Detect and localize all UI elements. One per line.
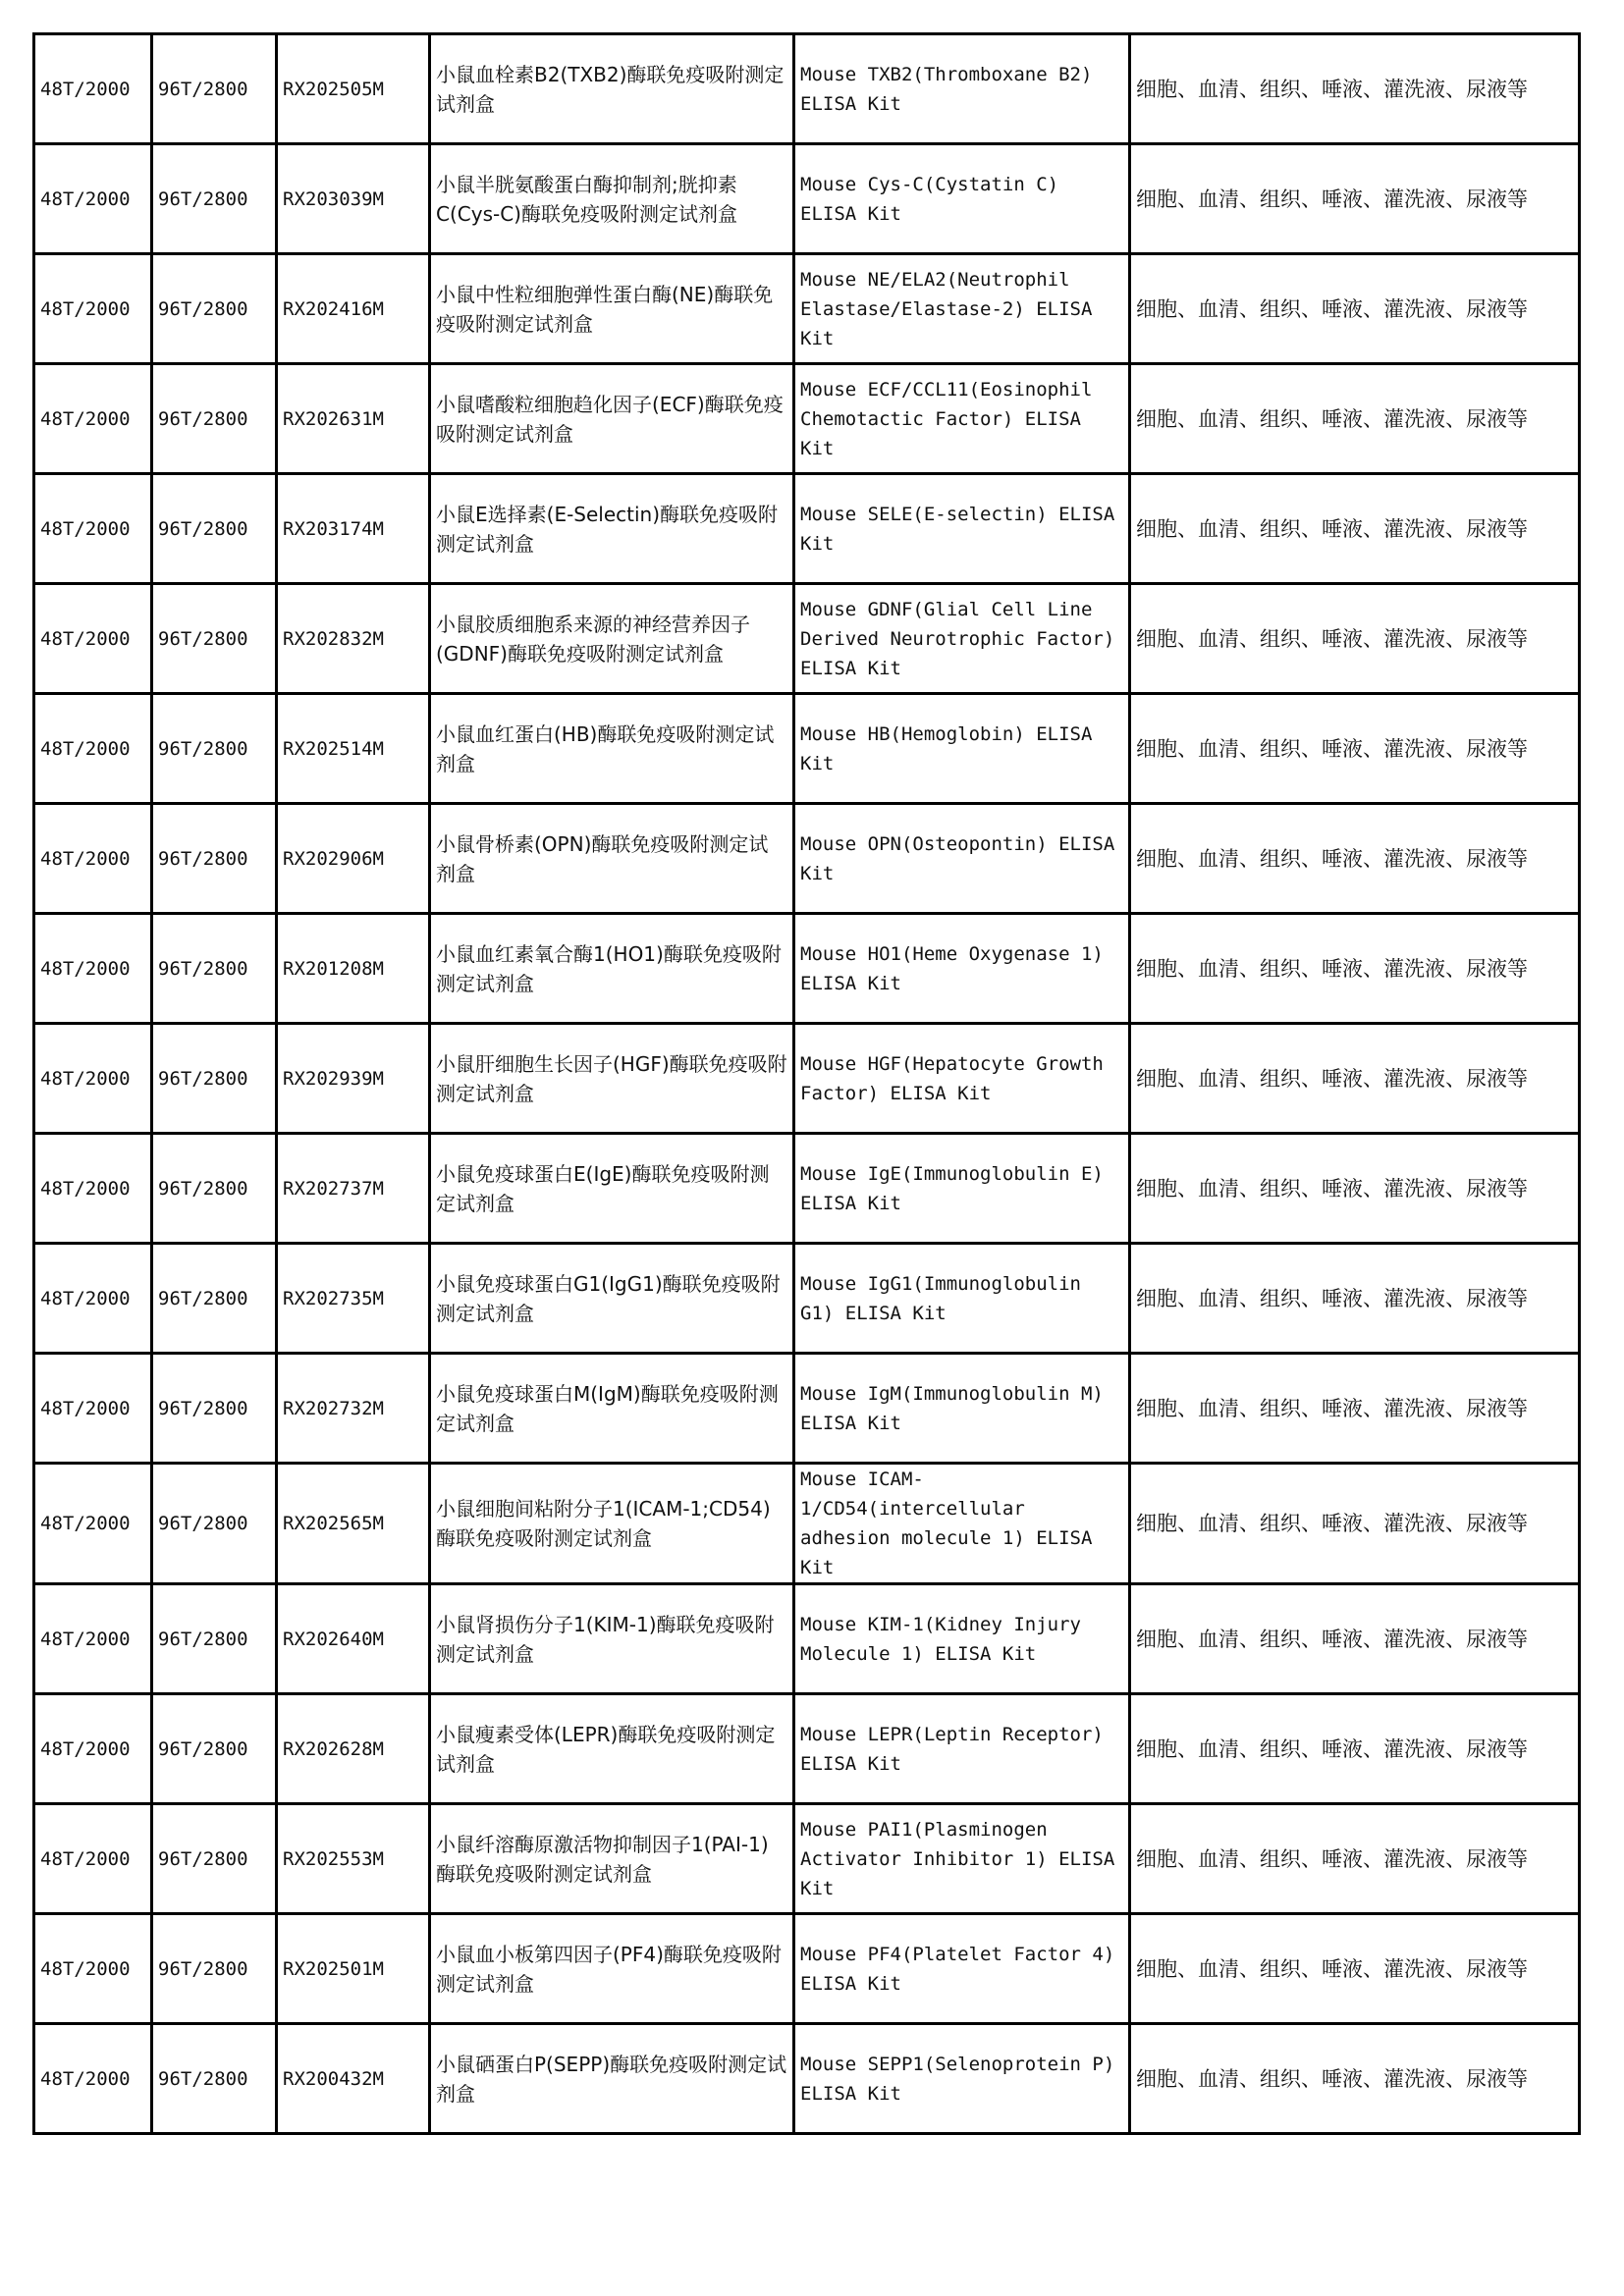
sample-types-cell: 细胞、血清、组织、唾液、灌洗液、尿液等: [1130, 1804, 1580, 1914]
sample-types-cell: 细胞、血清、组织、唾液、灌洗液、尿液等: [1130, 1244, 1580, 1354]
english-name-cell: Mouse SEPP1(Selenoprotein P) ELISA Kit: [794, 2024, 1130, 2134]
table-row: [34, 914, 1580, 1024]
english-name-cell: Mouse Cys-C(Cystatin C) ELISA Kit: [794, 144, 1130, 254]
table-row: [34, 1914, 1580, 2024]
table-row: [34, 144, 1580, 254]
english-name-cell: Mouse HGF(Hepatocyte Growth Factor) ELISA Kit: [794, 1024, 1130, 1134]
catalog-code-cell: RX203174M: [277, 474, 430, 584]
price-96t-cell: 96T/2800: [152, 144, 277, 254]
chinese-name-cell: 小鼠免疫球蛋白G1(IgG1)酶联免疫吸附测定试剂盒: [430, 1244, 794, 1354]
english-name-cell: Mouse PF4(Platelet Factor 4) ELISA Kit: [794, 1914, 1130, 2024]
price-48t-cell: 48T/2000: [34, 1914, 152, 2024]
english-name-cell: Mouse HB(Hemoglobin) ELISA Kit: [794, 694, 1130, 804]
chinese-name-cell: 小鼠硒蛋白P(SEPP)酶联免疫吸附测定试剂盒: [430, 2024, 794, 2134]
sample-types-cell: 细胞、血清、组织、唾液、灌洗液、尿液等: [1130, 804, 1580, 914]
sample-types-cell: 细胞、血清、组织、唾液、灌洗液、尿液等: [1130, 1694, 1580, 1804]
price-96t-cell: 96T/2800: [152, 694, 277, 804]
catalog-code-cell: RX202737M: [277, 1134, 430, 1244]
sample-types-cell: 细胞、血清、组织、唾液、灌洗液、尿液等: [1130, 1134, 1580, 1244]
chinese-name-cell: 小鼠血小板第四因子(PF4)酶联免疫吸附测定试剂盒: [430, 1914, 794, 2024]
table-row: [34, 364, 1580, 474]
price-48t-cell: 48T/2000: [34, 1244, 152, 1354]
catalog-code-cell: RX202732M: [277, 1354, 430, 1464]
english-name-cell: Mouse HO1(Heme Oxygenase 1) ELISA Kit: [794, 914, 1130, 1024]
price-48t-cell: 48T/2000: [34, 364, 152, 474]
english-name-cell: Mouse GDNF(Glial Cell Line Derived Neurotrophic Factor) ELISA Kit: [794, 584, 1130, 694]
product-table-body: [34, 34, 1580, 2134]
price-48t-cell: 48T/2000: [34, 1024, 152, 1134]
english-name-cell: Mouse KIM-1(Kidney Injury Molecule 1) ELISA Kit: [794, 1584, 1130, 1694]
chinese-name-cell: 小鼠肾损伤分子1(KIM-1)酶联免疫吸附测定试剂盒: [430, 1584, 794, 1694]
price-96t-cell: 96T/2800: [152, 1354, 277, 1464]
price-96t-cell: 96T/2800: [152, 254, 277, 364]
price-48t-cell: 48T/2000: [34, 914, 152, 1024]
english-name-cell: Mouse IgM(Immunoglobulin M) ELISA Kit: [794, 1354, 1130, 1464]
catalog-code-cell: RX202505M: [277, 34, 430, 144]
table-row: [34, 474, 1580, 584]
price-48t-cell: 48T/2000: [34, 804, 152, 914]
chinese-name-cell: 小鼠中性粒细胞弹性蛋白酶(NE)酶联免疫吸附测定试剂盒: [430, 254, 794, 364]
catalog-code-cell: RX202631M: [277, 364, 430, 474]
catalog-code-cell: RX202553M: [277, 1804, 430, 1914]
chinese-name-cell: 小鼠血红素氧合酶1(HO1)酶联免疫吸附测定试剂盒: [430, 914, 794, 1024]
english-name-cell: Mouse TXB2(Thromboxane B2) ELISA Kit: [794, 34, 1130, 144]
english-name-cell: Mouse ICAM-1/CD54(intercellular adhesion molecule 1) ELISA Kit: [794, 1464, 1130, 1584]
chinese-name-cell: 小鼠纤溶酶原激活物抑制因子1(PAI-1)酶联免疫吸附测定试剂盒: [430, 1804, 794, 1914]
catalog-code-cell: RX202416M: [277, 254, 430, 364]
chinese-name-cell: 小鼠细胞间粘附分子1(ICAM-1;CD54)酶联免疫吸附测定试剂盒: [430, 1464, 794, 1584]
price-48t-cell: 48T/2000: [34, 474, 152, 584]
sample-types-cell: 细胞、血清、组织、唾液、灌洗液、尿液等: [1130, 1584, 1580, 1694]
table-row: [34, 1804, 1580, 1914]
english-name-cell: Mouse ECF/CCL11(Eosinophil Chemotactic Factor) ELISA Kit: [794, 364, 1130, 474]
sample-types-cell: 细胞、血清、组织、唾液、灌洗液、尿液等: [1130, 474, 1580, 584]
price-96t-cell: 96T/2800: [152, 914, 277, 1024]
price-96t-cell: 96T/2800: [152, 1694, 277, 1804]
price-48t-cell: 48T/2000: [34, 254, 152, 364]
sample-types-cell: 细胞、血清、组织、唾液、灌洗液、尿液等: [1130, 694, 1580, 804]
chinese-name-cell: 小鼠免疫球蛋白E(IgE)酶联免疫吸附测定试剂盒: [430, 1134, 794, 1244]
table-row: [34, 254, 1580, 364]
english-name-cell: Mouse NE/ELA2(Neutrophil Elastase/Elastase-2) ELISA Kit: [794, 254, 1130, 364]
price-48t-cell: 48T/2000: [34, 1584, 152, 1694]
table-row: [34, 34, 1580, 144]
price-48t-cell: 48T/2000: [34, 1134, 152, 1244]
chinese-name-cell: 小鼠半胱氨酸蛋白酶抑制剂;胱抑素C(Cys-C)酶联免疫吸附测定试剂盒: [430, 144, 794, 254]
chinese-name-cell: 小鼠血红蛋白(HB)酶联免疫吸附测定试剂盒: [430, 694, 794, 804]
catalog-code-cell: RX201208M: [277, 914, 430, 1024]
sample-types-cell: 细胞、血清、组织、唾液、灌洗液、尿液等: [1130, 914, 1580, 1024]
english-name-cell: Mouse IgG1(Immunoglobulin G1) ELISA Kit: [794, 1244, 1130, 1354]
sample-types-cell: 细胞、血清、组织、唾液、灌洗液、尿液等: [1130, 34, 1580, 144]
catalog-code-cell: RX200432M: [277, 2024, 430, 2134]
table-row: [34, 584, 1580, 694]
sample-types-cell: 细胞、血清、组织、唾液、灌洗液、尿液等: [1130, 2024, 1580, 2134]
english-name-cell: Mouse OPN(Osteopontin) ELISA Kit: [794, 804, 1130, 914]
chinese-name-cell: 小鼠肝细胞生长因子(HGF)酶联免疫吸附测定试剂盒: [430, 1024, 794, 1134]
table-row: [34, 694, 1580, 804]
price-48t-cell: 48T/2000: [34, 584, 152, 694]
price-96t-cell: 96T/2800: [152, 1804, 277, 1914]
price-96t-cell: 96T/2800: [152, 1244, 277, 1354]
price-48t-cell: 48T/2000: [34, 1694, 152, 1804]
product-table: [32, 32, 1581, 2135]
price-48t-cell: 48T/2000: [34, 1354, 152, 1464]
chinese-name-cell: 小鼠免疫球蛋白M(IgM)酶联免疫吸附测定试剂盒: [430, 1354, 794, 1464]
english-name-cell: Mouse PAI1(Plasminogen Activator Inhibitor 1) ELISA Kit: [794, 1804, 1130, 1914]
catalog-code-cell: RX202832M: [277, 584, 430, 694]
table-row: [34, 1354, 1580, 1464]
price-96t-cell: 96T/2800: [152, 1024, 277, 1134]
price-96t-cell: 96T/2800: [152, 474, 277, 584]
sample-types-cell: 细胞、血清、组织、唾液、灌洗液、尿液等: [1130, 1464, 1580, 1584]
table-row: [34, 1694, 1580, 1804]
table-row: [34, 1244, 1580, 1354]
price-48t-cell: 48T/2000: [34, 694, 152, 804]
price-96t-cell: 96T/2800: [152, 364, 277, 474]
sample-types-cell: 细胞、血清、组织、唾液、灌洗液、尿液等: [1130, 1354, 1580, 1464]
price-96t-cell: 96T/2800: [152, 804, 277, 914]
english-name-cell: Mouse IgE(Immunoglobulin E) ELISA Kit: [794, 1134, 1130, 1244]
sample-types-cell: 细胞、血清、组织、唾液、灌洗液、尿液等: [1130, 1914, 1580, 2024]
catalog-code-cell: RX202906M: [277, 804, 430, 914]
table-row: [34, 1134, 1580, 1244]
price-48t-cell: 48T/2000: [34, 2024, 152, 2134]
price-48t-cell: 48T/2000: [34, 144, 152, 254]
sample-types-cell: 细胞、血清、组织、唾液、灌洗液、尿液等: [1130, 364, 1580, 474]
price-96t-cell: 96T/2800: [152, 34, 277, 144]
price-48t-cell: 48T/2000: [34, 1804, 152, 1914]
price-96t-cell: 96T/2800: [152, 1464, 277, 1584]
english-name-cell: Mouse LEPR(Leptin Receptor) ELISA Kit: [794, 1694, 1130, 1804]
chinese-name-cell: 小鼠瘦素受体(LEPR)酶联免疫吸附测定试剂盒: [430, 1694, 794, 1804]
sample-types-cell: 细胞、血清、组织、唾液、灌洗液、尿液等: [1130, 1024, 1580, 1134]
catalog-code-cell: RX202640M: [277, 1584, 430, 1694]
catalog-code-cell: RX202735M: [277, 1244, 430, 1354]
table-row: [34, 2024, 1580, 2134]
catalog-code-cell: RX202514M: [277, 694, 430, 804]
price-96t-cell: 96T/2800: [152, 1914, 277, 2024]
price-96t-cell: 96T/2800: [152, 2024, 277, 2134]
catalog-code-cell: RX203039M: [277, 144, 430, 254]
table-row: [34, 1024, 1580, 1134]
chinese-name-cell: 小鼠嗜酸粒细胞趋化因子(ECF)酶联免疫吸附测定试剂盒: [430, 364, 794, 474]
price-96t-cell: 96T/2800: [152, 1134, 277, 1244]
table-row: [34, 1464, 1580, 1584]
price-48t-cell: 48T/2000: [34, 34, 152, 144]
sample-types-cell: 细胞、血清、组织、唾液、灌洗液、尿液等: [1130, 254, 1580, 364]
price-96t-cell: 96T/2800: [152, 1584, 277, 1694]
chinese-name-cell: 小鼠胶质细胞系来源的神经营养因子(GDNF)酶联免疫吸附测定试剂盒: [430, 584, 794, 694]
catalog-code-cell: RX202565M: [277, 1464, 430, 1584]
price-96t-cell: 96T/2800: [152, 584, 277, 694]
catalog-code-cell: RX202939M: [277, 1024, 430, 1134]
sample-types-cell: 细胞、血清、组织、唾液、灌洗液、尿液等: [1130, 584, 1580, 694]
table-row: [34, 1584, 1580, 1694]
catalog-code-cell: RX202501M: [277, 1914, 430, 2024]
english-name-cell: Mouse SELE(E-selectin) ELISA Kit: [794, 474, 1130, 584]
table-row: [34, 804, 1580, 914]
chinese-name-cell: 小鼠血栓素B2(TXB2)酶联免疫吸附测定试剂盒: [430, 34, 794, 144]
catalog-code-cell: RX202628M: [277, 1694, 430, 1804]
sample-types-cell: 细胞、血清、组织、唾液、灌洗液、尿液等: [1130, 144, 1580, 254]
chinese-name-cell: 小鼠骨桥素(OPN)酶联免疫吸附测定试剂盒: [430, 804, 794, 914]
chinese-name-cell: 小鼠E选择素(E-Selectin)酶联免疫吸附测定试剂盒: [430, 474, 794, 584]
price-48t-cell: 48T/2000: [34, 1464, 152, 1584]
